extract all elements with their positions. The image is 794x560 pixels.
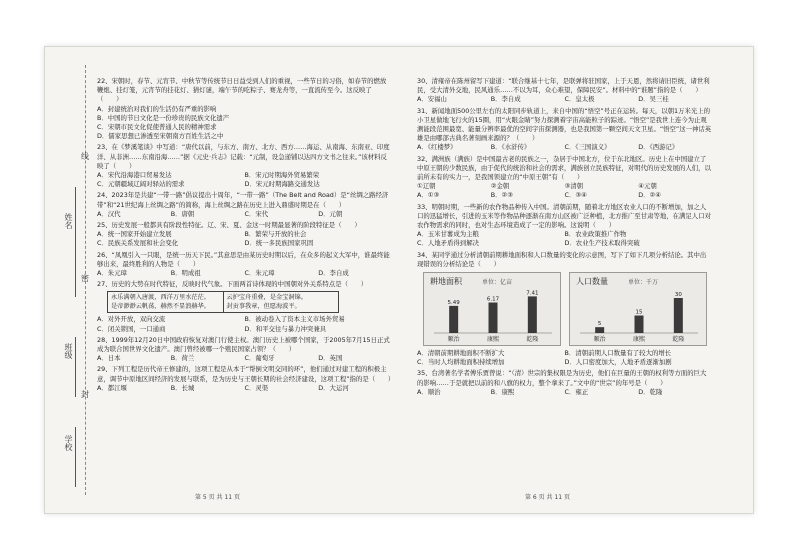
question-stem: 24、2023年是共建“一带一路”倡议提出十周年，“一带一路”（The Belt and Road）是“丝绸之路经济带”和“21世纪海上丝绸之路”的简称，海上丝绸之路在历史上进入鼎盛时期是在（ ） (97, 191, 389, 209)
question-28 (97, 336, 392, 364)
option-c: C．《三国演义》 (564, 143, 611, 152)
data-label: 6.17 (486, 296, 500, 303)
category-label: 顺治 (593, 336, 606, 344)
question-29 (97, 365, 395, 393)
population-chart (569, 272, 707, 346)
category-label: 康熙 (632, 336, 646, 344)
left-column (97, 77, 395, 395)
bar-康熙 (635, 316, 644, 334)
option-a: A．玉米甘薯成为主粮 (417, 230, 479, 239)
option-a: A．顺治 (417, 387, 441, 396)
question-stem: 29、下列工程是历代帝王修建的，这项工程是从本于“帮倒文明交同的环”，他们通过对建工程的积极主意，调节中原地区间经济的发展与联系，是为历史与王朝长期的社会经济建设，这项工程”指的是（ ） (97, 365, 395, 383)
option-b: B．②③ (490, 191, 513, 200)
option-d: D．统一多民族国家巩固 (244, 239, 314, 248)
question-stem: 27、历史的大势在时代特征，反映时代气象。下面两首诗体现的中国朝对外关系特点是（ ） (97, 280, 368, 289)
option-a: A．宋代沿海港口贸易发达 (97, 171, 172, 180)
option-c: C．灵渠 (244, 383, 269, 392)
label-2: ②金朝 (490, 182, 510, 191)
option-d: D．儒家思想已渗透至宋朝南方百姓生活之中 (97, 132, 224, 141)
data-label: 5 (597, 321, 602, 328)
option-b: B．明成祖 (170, 269, 201, 278)
option-b: B．李自成 (490, 95, 521, 104)
option-c: C．民族关系发展和社会变化 (97, 239, 179, 248)
category-label: 顺治 (447, 336, 460, 344)
bar-乾隆 (674, 298, 683, 333)
option-c: C．雍正 (564, 387, 589, 396)
label-3: ③清朝 (564, 182, 584, 191)
category-label: 乾隆 (526, 336, 539, 344)
option-b: B．清朝前期人口数量有了较大的增长 (564, 349, 672, 358)
question-33 (417, 203, 712, 249)
option-b: B．中国的节日文化是一份珍贵的民族文化遗产 (97, 113, 230, 122)
question-stem: 28、1999年12月20日中国政府恢复对澳门行使主权。澳门历史上被哪个国家，于2005年7月15日正式成为联合国世界文化遗产。澳门曾经被哪一个殖民国家占领？（ ） (97, 335, 390, 354)
option-a: A．对外开放，双向交流 (97, 315, 166, 324)
option-d: D．②④ (638, 191, 662, 200)
option-a: A．都江堰 (97, 383, 127, 392)
chart-unit: 单位：千万 (628, 279, 659, 287)
option-b: B．荷兰 (170, 354, 195, 363)
question-stem: 25、历史发展一般都具有阶段性特征。辽、宋、夏、金这一时期最显著的阶段特征是（ ） (97, 221, 361, 230)
school-field-line (75, 427, 77, 487)
question-35 (417, 369, 712, 397)
exam-paper (44, 46, 754, 514)
option-d: D．英国 (318, 354, 343, 363)
school-label: 学校 (64, 435, 73, 451)
question-34 (417, 251, 712, 368)
name-label: 姓名 (64, 213, 73, 229)
chart-unit: 单位：亿亩 (482, 279, 513, 287)
option-d: D．元朝 (318, 209, 343, 218)
bar-乾隆 (528, 296, 537, 333)
question-stem: 33、明朝时期，一些新的农作物品种传入中国。清朝前期，随着北方地区农业人口的不断增加，加之人口的迅猛增长，引进的玉米等作物品种逐渐在南方山区被广泛种植，北方推广至甘肃等地，在满足人口对农作物需求的同时，也对生态环境造成了一定的影响。这说明（ ） (417, 202, 711, 230)
page-footer-left: 第 5 页 共 11 页 (195, 494, 240, 501)
option-c: C．闭关锁国，一口通商 (97, 324, 166, 333)
option-a: A．日本 (97, 354, 121, 363)
bar-顺治 (595, 327, 604, 333)
option-c: C．葡萄牙 (244, 354, 275, 363)
page-footer-right: 第 6 页 共 11 页 (525, 494, 570, 501)
binding-mark-feng: 封 (81, 390, 89, 399)
option-a: A．统一国家开始建立发展 (97, 230, 172, 239)
option-d: D．人口密度加大，人地矛盾逐渐加剧 (564, 358, 672, 367)
option-a: A．①③ (417, 191, 440, 200)
option-d: D．《西游记》 (638, 143, 679, 152)
poem-right: 云护宝舟重叠，是金宝洞锦。 封贡事我章，但愿海波平。 (223, 292, 339, 312)
question-stem: 23、在《梦溪笔谈》中写道：“唐代以前，与东方、南方、北方、西方……海运、从南海、东南亚、印度洋、从非洲……东南沿海……”据《元史·兵志》记载：“元制，设急递铺以达四方文书之往来。”该材料反映了（ ） (97, 143, 390, 170)
option-c: C．③④ (564, 191, 587, 200)
category-label: 乾隆 (672, 336, 685, 344)
option-c: C．皇太极 (564, 95, 595, 104)
question-stem: 22、宋朝时，春节、元宵节、中秋节等传统节日日益受到人们的重视，一些节日的习俗，如春节的燃放鞭炮、挂灯笼，元宵节的挂花灯、猜灯谜，端午节的吃粽子、赛龙舟等，一直流传至今。这反映了（ ） (97, 77, 387, 104)
option-b: B．长城 (170, 383, 195, 392)
class-label: 班级 (64, 343, 73, 359)
option-a: A．安福山 (417, 95, 447, 104)
option-b: B．《水浒传》 (490, 143, 531, 152)
question-27 (97, 280, 392, 334)
question-26 (97, 251, 392, 279)
poem-left: 永乐满朝入唐渡，西洋万里水茫茫。 是帝渺渺云帆荡，赫然不显浪赫华。 (111, 294, 210, 311)
question-31 (417, 107, 712, 153)
label-1: ①辽朝 (417, 182, 436, 191)
binding-mark-line: 线 (81, 152, 89, 161)
option-c: C．元朝疆域辽阔对驿站的需求 (97, 180, 185, 189)
option-d: D．大运河 (318, 383, 349, 392)
option-d: D．乾隆 (638, 387, 663, 396)
question-24 (97, 191, 392, 219)
option-d: D．和平交往与暴力冲突兼具 (244, 324, 327, 333)
category-label: 康熙 (486, 336, 500, 344)
option-b: B．宋元时期海外贸易繁荣 (244, 171, 320, 180)
name-field-line (75, 187, 77, 297)
data-label: 7.41 (526, 290, 539, 297)
option-a: A．朱元璋 (97, 269, 127, 278)
option-b: B．农业政策推广作物 (564, 230, 627, 239)
option-d: D．吴三桂 (638, 95, 669, 104)
charts-row (423, 272, 712, 346)
question-32 (417, 155, 712, 201)
label-4: ④元朝 (638, 182, 657, 191)
option-b: B．唐朝 (170, 209, 195, 218)
question-23 (97, 143, 392, 189)
option-c: C．朱元璋 (244, 269, 275, 278)
right-column (417, 77, 712, 399)
option-a: A．清朝前期耕地面积不断扩大 (417, 349, 505, 358)
option-a: A．《红楼梦》 (417, 143, 457, 152)
cultivated-land-chart (423, 272, 561, 346)
option-a: A．汉代 (97, 209, 121, 218)
question-stem: 35、台湾著名学者傅乐贾曾说：“（清）世宗的集权限是为历史，他们在巨量的王朝的权利等方面的巨大的影响……于是就把以前的和八旗的权力，整个拿来了。”文中的“世宗”的年号是（ ） (417, 369, 707, 387)
option-c: C．人地矛盾得到解决 (417, 239, 479, 248)
question-stem: 31、新闻地面500公里左右的太阳同步轨道上，来自中国的“悟空”号正在运转。每天，以朝1万米光上的小卫星做地飞行火的15圈，用“火眼金睛”努力探测着宇宙高能粒子的踪迹。“悟空”是我世上连今为止观测能段范围最宽、能量分辨率最优的空间宇宙探测器，也是我国第一颗空间天文卫星。“悟空”这一神话英雄是由哪部古典名著刻画来源的？（ ） (417, 106, 712, 143)
option-b: B．被动卷入了资本主义市场外贸易 (244, 315, 345, 324)
question-25 (97, 221, 392, 249)
binding-mark-seal: 密 (81, 274, 89, 283)
data-label: 30 (674, 292, 682, 299)
data-label: 15 (635, 309, 643, 316)
poem-box (107, 291, 339, 313)
option-b: B．繁荣与开放的社会 (244, 230, 307, 239)
chart-title: 耕地面积 (430, 277, 462, 287)
option-a: A．封建统治对我们的生活仍有严重的影响 (97, 104, 217, 113)
question-22 (97, 77, 392, 141)
question-stem: 30、清雍帝在陈州留写下建道：“联合继基十七年，是联弹将驻国家，上于天恩，然将请旧臣统，诸世利民，受大清外交地，民风通乐……不以为耳，众心难望，保障民安”。材料中的“谁题”指的是（ ） (417, 77, 710, 95)
data-label: 5.49 (447, 299, 460, 306)
option-c: C．当时人均耕地面积持续增加 (417, 358, 505, 367)
option-d: D．农业生产技术取得突破 (564, 239, 640, 248)
question-stem: 26、“凤凰引入一只眼，是统一历天下民。”其意思是由某历史时期以后，在众多的起义大军中，谁最终能够出来，最终胜利的人物是（ ） (97, 250, 390, 268)
bar-康熙 (489, 303, 498, 333)
option-b: B．康熙 (490, 387, 515, 396)
class-field-line (75, 337, 77, 397)
option-d: D．宋元时期海路交通发达 (244, 180, 320, 189)
chart-title: 人口数量 (576, 277, 608, 287)
bar-顺治 (449, 306, 458, 333)
option-c: C．宋代 (244, 209, 269, 218)
option-d: D．李自成 (318, 269, 349, 278)
question-stem: 34、某同学通过分析清朝前期耕地面积和人口数量的变化的示意图，写下了如下几项分析结论。其中出现错误的分析结论是（ ） (417, 250, 707, 268)
question-30 (417, 77, 712, 105)
question-stem: 32、满洲族（满族）是中国最古老的民族之一，杂居于中国北方，位于东北地区。历史上在中国建立了中原王朝的少数民族，由于促代的统治和社会的需求，满族创立民族特征，对明代的历史发展的人们，以前所未有的实力一，是我国领建立的“中原王朝”有（ ） (417, 154, 711, 182)
option-c: C．宋朝市民文化促使普通人民的精神需求 (97, 123, 217, 132)
